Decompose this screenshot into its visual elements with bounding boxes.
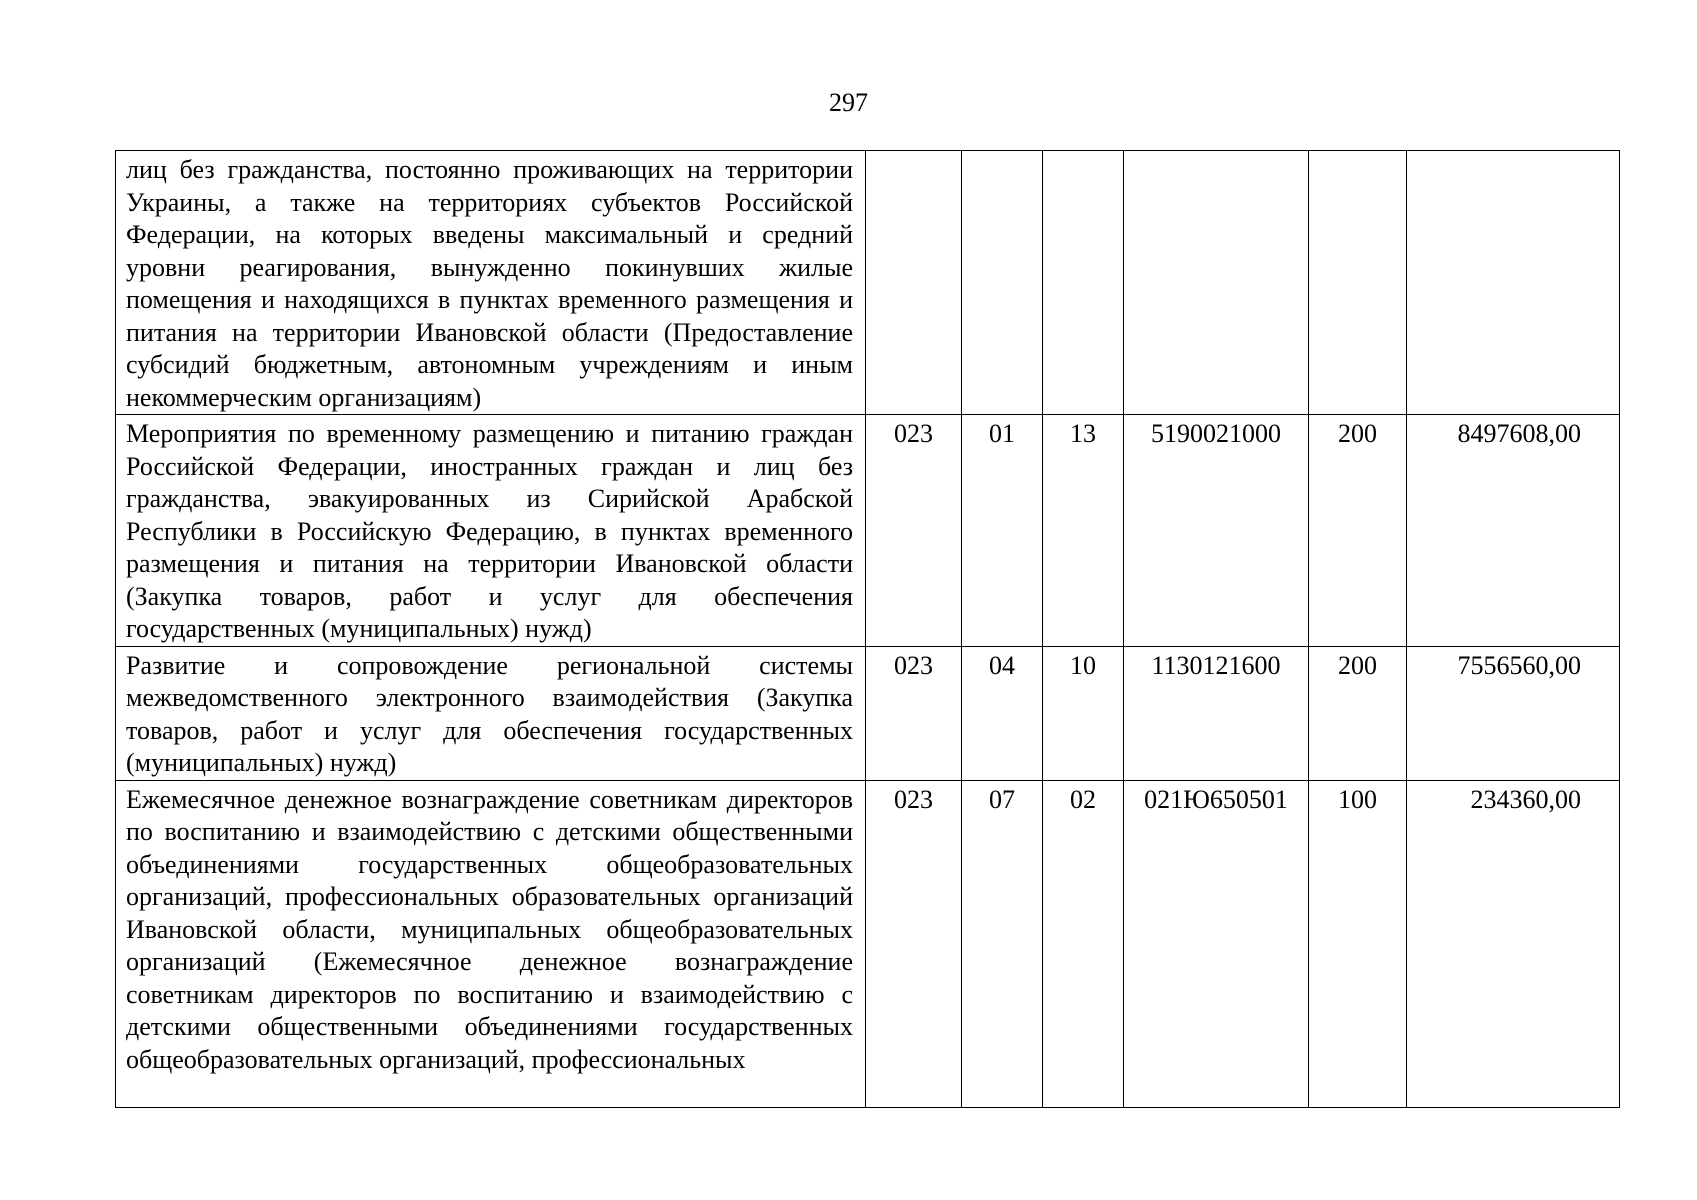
table-row (116, 780, 1620, 1107)
page-number: 297 (829, 88, 868, 117)
row-description-cell (116, 151, 866, 415)
grbs-code-cell: 023 (866, 646, 962, 780)
table-row (116, 646, 1620, 780)
expense-type-cell (1309, 151, 1407, 415)
section-code-cell: 07 (962, 780, 1043, 1107)
grbs-code-cell (866, 151, 962, 415)
row-description: Ежемесячное денежное вознаграждение советникам директоров по воспитанию и взаимодействию с детскими общественными объединениями государственных общеобразовательных организаций, профессиональных образовательных организаций Ивановской области, муниципальных общеобразовательных организаций (Ежемесячное денежное вознаграждение советникам директоров по воспитанию и взаимодействию с детскими общественными объединениями государственных общеобразовательных организаций, профессиональных (126, 784, 853, 1074)
expense-type-cell: 200 (1309, 646, 1407, 780)
row-description: лиц без гражданства, постоянно проживающих на территории Украины, а также на территориях субъектов Российской Федерации, на которых введены максимальный и средний уровни реагирования, вынужденно покинувших жилые помещения и находящихся в пунктах временного размещения и питания на территории Ивановской области (Предоставление субсидий бюджетным, автономным учреждениям и иным некоммерческим организациям) (126, 155, 853, 412)
row-description-cell (116, 646, 866, 780)
amount-cell: 234360,00 (1407, 780, 1620, 1107)
budget-table (115, 150, 1620, 1108)
section-code-cell: 01 (962, 415, 1043, 647)
grbs-code-cell: 023 (866, 415, 962, 647)
amount-cell: 7556560,00 (1407, 646, 1620, 780)
section-code-cell (962, 151, 1043, 415)
table-row (116, 415, 1620, 647)
row-description: Мероприятия по временному размещению и питанию граждан Российской Федерации, иностранных граждан и лиц без гражданства, эвакуированных из Сирийской Арабской Республики в Российскую Федерацию, в пунктах временного размещения и питания на территории Ивановской области (Закупка товаров, работ и услуг для обеспечения государственных (муниципальных) нужд) (126, 419, 853, 643)
target-article-cell: 1130121600 (1124, 646, 1309, 780)
expense-type-cell: 200 (1309, 415, 1407, 647)
subsection-code-cell: 13 (1043, 415, 1124, 647)
row-description: Развитие и сопровождение региональной системы межведомственного электронного взаимодействия (Закупка товаров, работ и услуг для обеспечения государственных (муниципальных) нужд) (126, 650, 853, 777)
target-article-cell: 021Ю650501 (1124, 780, 1309, 1107)
grbs-code-cell: 023 (866, 780, 962, 1107)
row-description-cell (116, 415, 866, 647)
subsection-code-cell (1043, 151, 1124, 415)
section-code-cell: 04 (962, 646, 1043, 780)
expense-type-cell: 100 (1309, 780, 1407, 1107)
target-article-cell: 5190021000 (1124, 415, 1309, 647)
amount-cell: 8497608,00 (1407, 415, 1620, 647)
row-description-cell (116, 780, 866, 1107)
table-row (116, 151, 1620, 415)
subsection-code-cell: 02 (1043, 780, 1124, 1107)
subsection-code-cell: 10 (1043, 646, 1124, 780)
amount-cell (1407, 151, 1620, 415)
target-article-cell (1124, 151, 1309, 415)
